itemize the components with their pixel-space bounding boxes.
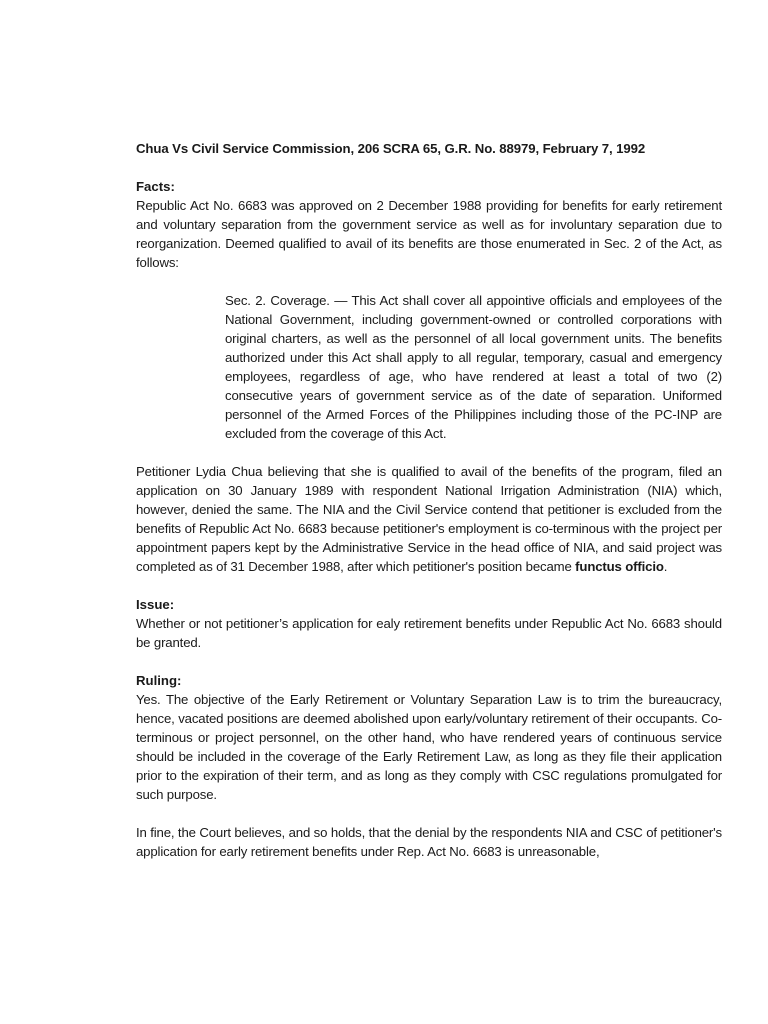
facts-body-end: . (663, 559, 668, 574)
ruling-text: Yes. The objective of the Early Retirement or Voluntary Separation Law is to trim the bureaucracy, hence, vacated positions are deemed abolished upon early/voluntary retirement of their occupants. Co-terminous or project personnel, on the other hand, who have rendered years of continuous service should be included in the coverage of the Early Retirement Law, as long as they file their application prior to the expiration of their term, and as long as they comply with CSC regulations promulgated for such purpose. (136, 692, 722, 802)
issue-section (136, 595, 722, 652)
facts-section (136, 177, 722, 576)
issue-heading: Issue: (136, 597, 175, 612)
issue-text: Whether or not petitioner’s application for ealy retirement benefits under Republic Act No. 6683 should be granted. (136, 616, 722, 650)
facts-body-text: Petitioner Lydia Chua believing that she is qualified to avail of the benefits of the program, filed an application on 30 January 1989 with respondent National Irrigation Administration (NIA) which, however, denied the same. The NIA and the Civil Service contend that petitioner is excluded from the benefits of Republic Act No. 6683 because petitioner's employment is co-terminous with the project per appointment papers kept by the Administrative Service in the head office of NIA, and said project was completed as of 31 December 1988, after which petitioner's position became (136, 464, 722, 574)
statute-quote: Sec. 2. Coverage. — This Act shall cover all appointive officials and employees of the National Government, including government-owned or controlled corporations with original charters, as well as the personnel of all local government units. The benefits authorized under this Act shall apply to all regular, temporary, casual and emergency employees, regardless of age, who have rendered at least a total of two (2) consecutive years of government service as of the date of separation. Uniformed personnel of the Armed Forces of the Philippines including those of the PC-INP are excluded from the coverage of this Act. (225, 293, 722, 441)
facts-intro: Republic Act No. 6683 was approved on 2 December 1988 providing for benefits for early retirement and voluntary separation from the government service as well as for involuntary separation due to reorganization. Deemed qualified to avail of its benefits are those enumerated in Sec. 2 of the Act, as follows: (136, 198, 722, 270)
case-title: Chua Vs Civil Service Commission, 206 SCRA 65, G.R. No. 88979, February 7, 1992 (136, 141, 646, 156)
functus-officio-term: functus officio (575, 559, 664, 574)
ruling-heading: Ruling: (136, 673, 182, 688)
facts-body (136, 462, 722, 576)
ruling-section (136, 671, 722, 861)
facts-heading: Facts: (136, 179, 175, 194)
ruling-conclusion: In fine, the Court believes, and so holds, that the denial by the respondents NIA and CSC of petitioner's application for early retirement benefits under Rep. Act No. 6683 is unreasonable, (136, 825, 722, 859)
document-page (136, 139, 722, 861)
